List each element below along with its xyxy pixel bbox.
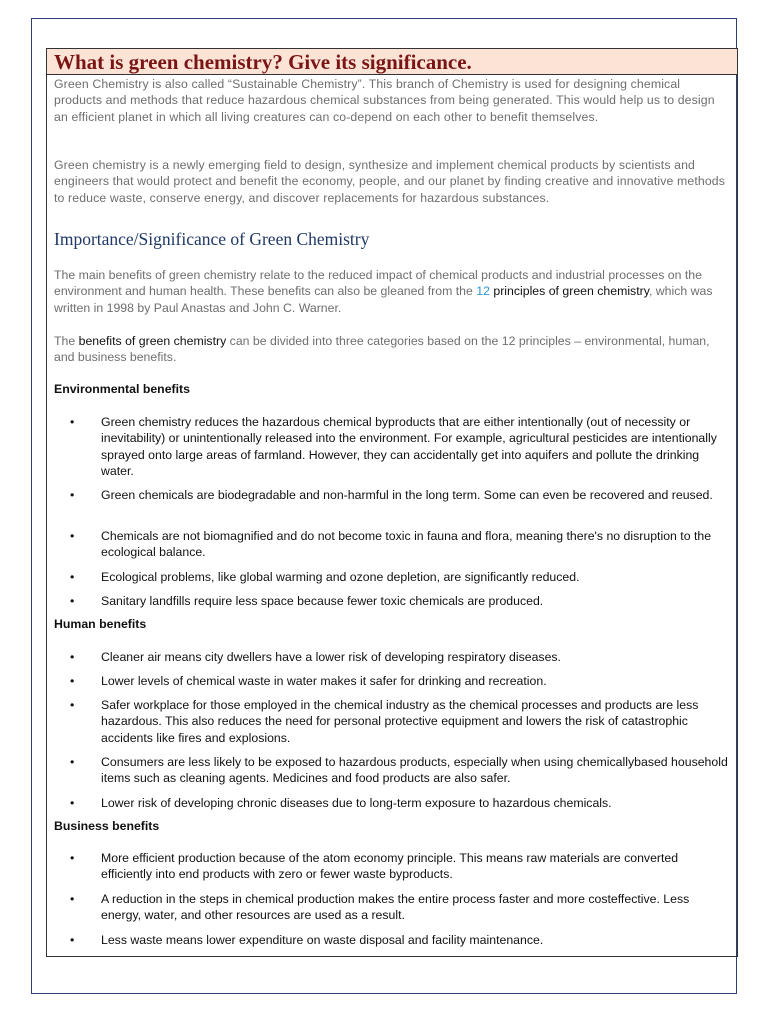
page-title: What is green chemistry? Give its significance. [46,48,738,75]
importance-p1-text-b: , which was written in 1998 by Paul Anastas and John C. Warner. [54,284,713,315]
document-body [46,48,738,957]
environmental-heading: Environmental benefits [54,382,190,396]
principles-link-text[interactable]: principles of green chemistry [489,284,649,299]
list-item-text: Less waste means lower expenditure on waste disposal and facility maintenance. [101,933,544,947]
list-item-text: Cleaner air means city dwellers have a lower risk of developing respiratory diseases. [101,650,561,664]
bullet-icon: • [70,851,75,865]
bullet-icon: • [70,674,75,688]
list-item-text: Lower risk of developing chronic diseases due to long-term exposure to hazardous chemicals. [101,796,612,810]
list-item [70,932,729,948]
importance-p2-text-a: The [54,334,79,348]
list-item-text: A reduction in the steps in chemical production makes the entire process faster and more costeffective. Less energy, water, and other resources are used as a result. [101,892,690,923]
importance-p1-text-a: The main benefits of green chemistry relate to the reduced impact of chemical products and industrial processes on the environment and human health. These benefits can also be gleaned from the [54,268,702,299]
business-heading: Business benefits [54,819,160,833]
bullet-icon: • [70,650,75,664]
list-item-text: Consumers are less likely to be exposed to hazardous products, especially when using chemicallybased household items such as cleaning agents. Medicines and food products are also safer. [101,755,728,786]
list-item [70,891,729,924]
bullet-icon: • [70,570,75,584]
importance-heading: Importance/Significance of Green Chemistry [54,229,370,249]
list-item-text: Green chemistry reduces the hazardous chemical byproducts that are either intentionally (out of necessity or inevitability) or unintentionally released into the environment. For example, agricultural pesticides are intentionally sprayed onto large areas of farmland. However, they can accidentally get into aquifers and pollute the drinking water. [101,415,717,479]
list-item-text: Chemicals are not biomagnified and do not become toxic in fauna and flora, meaning there's no disruption to the ecological balance. [101,529,712,560]
list-item [70,649,729,665]
list-item [70,754,729,787]
list-item [70,569,729,585]
intro-paragraph-1: Green Chemistry is also called “Sustainable Chemistry”. This branch of Chemistry is used for designing chemical products and methods that reduce hazardous chemical substances from being generated. This would help us to design an efficient planet in which all living creatures can co-depend on each other to benefit themselves. [54,77,715,124]
list-item-text: Safer workplace for those employed in the chemical industry as the chemical processes and products are less hazardous. This also reduces the need for personal protective equipment and lowers the risk of catastrophic accidents like fires and explosions. [101,698,699,745]
bullet-icon: • [70,755,75,769]
bullet-icon: • [70,594,75,608]
bullet-icon: • [70,933,75,947]
list-item-text: Green chemicals are biodegradable and non-harmful in the long term. Some can even be recovered and reused. [101,488,713,502]
list-item-text: Ecological problems, like global warming and ozone depletion, are significantly reduced. [101,570,580,584]
list-item [70,528,729,561]
bullet-icon: • [70,892,75,906]
list-item [70,697,729,746]
human-heading: Human benefits [54,617,147,631]
list-item-text: Sanitary landfills require less space because fewer toxic chemicals are produced. [101,594,544,608]
list-item [70,414,729,480]
list-item [70,673,729,689]
list-item [70,487,729,503]
list-item [70,795,729,811]
list-item-text: More efficient production because of the atom economy principle. This means raw materials are converted efficiently into end products with zero or fewer waste byproducts. [101,851,679,882]
importance-paragraph-2 [54,333,729,366]
bullet-icon: • [70,796,75,810]
list-item [70,850,729,883]
bullet-icon: • [70,529,75,543]
benefits-link[interactable]: benefits of green chemistry [78,334,227,348]
list-item-text: Lower levels of chemical waste in water makes it safer for drinking and recreation. [101,674,547,688]
importance-p2-text-b: can be divided into three categories based on the 12 principles – environmental, human, and business benefits. [54,334,710,365]
bullet-icon: • [70,698,75,712]
intro-paragraph-2: Green chemistry is a newly emerging field to design, synthesize and implement chemical products by scientists and engineers that would protect and benefit the economy, people, and our planet by finding creative and innovative methods to reduce waste, conserve energy, and discover replacements for hazardous substances. [54,158,726,205]
list-item [70,593,729,609]
importance-paragraph-1 [54,267,729,316]
bullet-icon: • [70,488,75,502]
bullet-icon: • [70,415,75,429]
principles-link-number[interactable]: 12 [476,284,490,299]
